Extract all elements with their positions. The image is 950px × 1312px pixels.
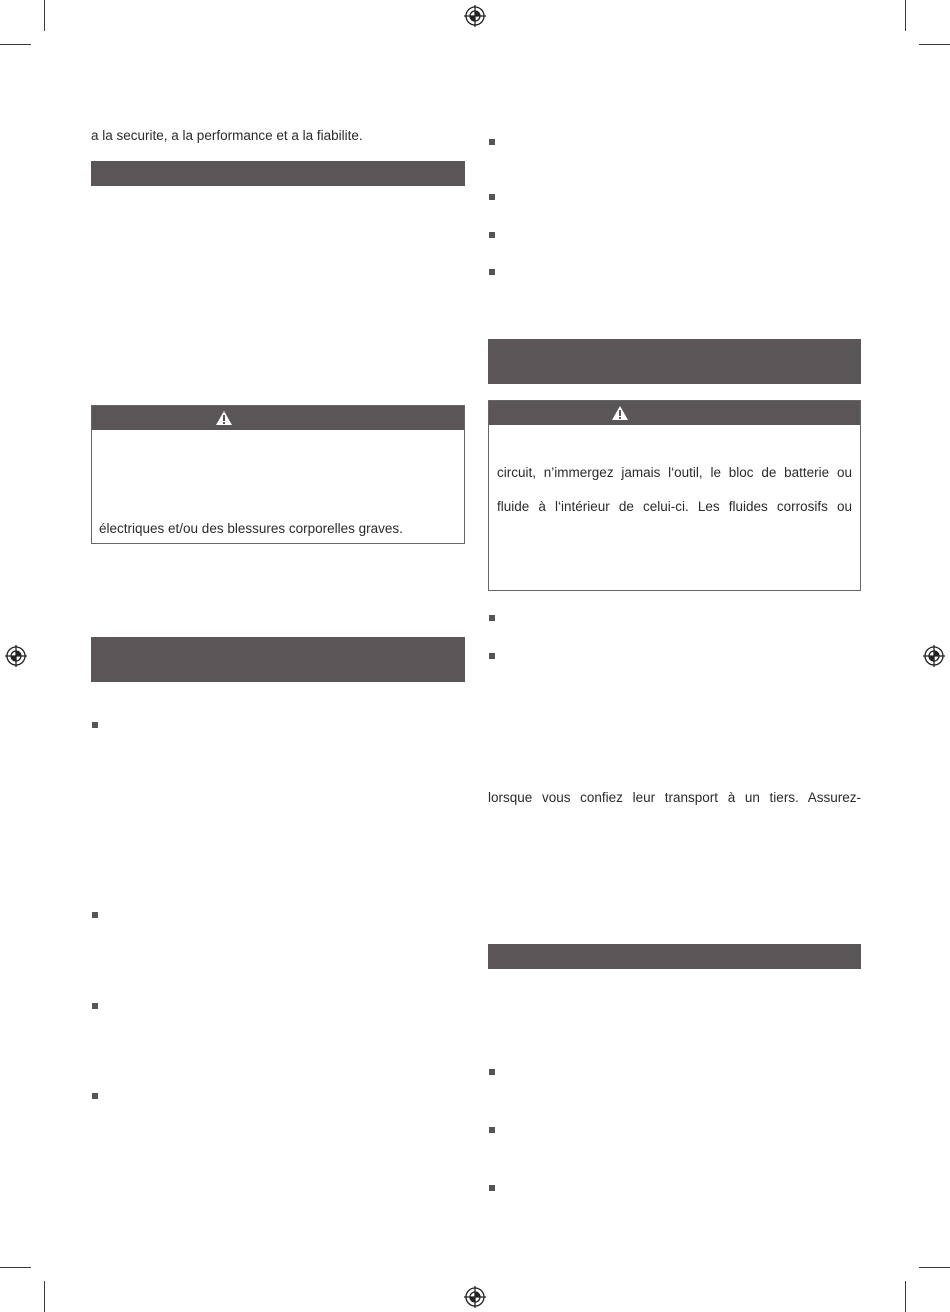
bullet-marker [489, 269, 495, 275]
warning-text-line: fluide à l‘intérieur de celui-ci. Les fluides corrosifs ou [497, 499, 852, 514]
warning-header [92, 406, 464, 430]
section-header-bar [91, 637, 465, 682]
warning-triangle-icon [611, 405, 629, 421]
bullet-marker [489, 653, 495, 659]
bullet-marker [92, 1093, 98, 1099]
warning-header [489, 401, 860, 425]
crop-mark [44, 0, 45, 31]
transport-text-line: lorsque vous confiez leur transport à un tiers. Assurez- [488, 790, 861, 805]
intro-line: a la securite, a la performance et a la fiabilite. [91, 128, 363, 143]
crop-mark [919, 1267, 950, 1268]
crop-mark [0, 44, 31, 45]
crop-mark [905, 0, 906, 31]
registration-mark-icon [464, 1286, 486, 1308]
registration-mark-icon [923, 645, 945, 667]
crop-mark [919, 44, 950, 45]
warning-box [488, 400, 861, 591]
bullet-marker [92, 912, 98, 918]
bullet-marker [489, 139, 495, 145]
bullet-marker [92, 1003, 98, 1009]
section-header-bar [91, 161, 465, 186]
warning-triangle-icon [215, 410, 233, 426]
bullet-marker [489, 1127, 495, 1133]
crop-mark [0, 1267, 31, 1268]
registration-mark-icon [464, 5, 486, 27]
bullet-marker [489, 1185, 495, 1191]
crop-mark [905, 1281, 906, 1312]
bullet-marker [489, 194, 495, 200]
section-header-bar [488, 944, 861, 969]
bullet-marker [489, 232, 495, 238]
warning-text-line: électriques et/ou des blessures corporelles graves. [99, 521, 403, 536]
warning-text-line: circuit, n’immergez jamais l‘outil, le bloc de batterie ou [497, 465, 852, 480]
crop-mark [44, 1281, 45, 1312]
warning-box [91, 405, 465, 544]
bullet-marker [92, 722, 98, 728]
section-header-bar [488, 339, 861, 384]
bullet-marker [489, 1069, 495, 1075]
bullet-marker [489, 615, 495, 621]
registration-mark-icon [5, 645, 27, 667]
